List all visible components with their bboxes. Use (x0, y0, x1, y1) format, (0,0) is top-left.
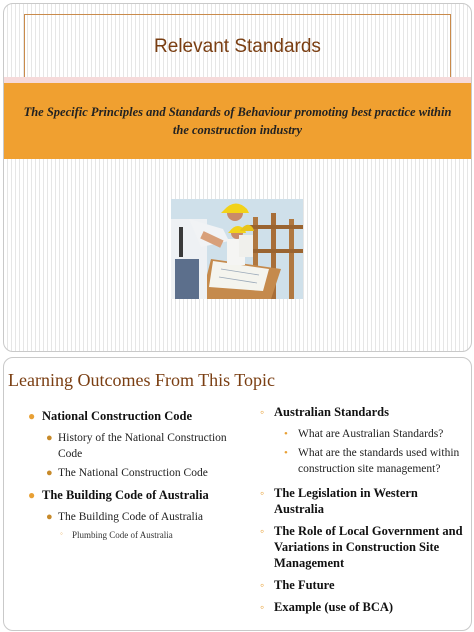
bullet-icon: ◦ (260, 524, 265, 538)
list-item-label: The Building Code of Australia (42, 488, 209, 502)
list-item-label: What are the standards used within construction site management? (298, 447, 460, 475)
list-item-label: The Role of Local Government and Variations in Construction Site Management (274, 524, 463, 570)
list-item (14, 408, 244, 424)
bullet-icon: ◦ (60, 529, 63, 538)
slide-subtitle: The Specific Principles and Standards of Behaviour promoting best practice within the construction industry (23, 105, 452, 137)
list-item (254, 445, 464, 477)
list-item-label: Australian Standards (274, 405, 389, 419)
list-item (14, 487, 244, 503)
slide-title: Relevant Standards (154, 35, 321, 57)
bullet-icon: ◦ (260, 405, 265, 419)
bullet-icon: • (284, 428, 288, 440)
list-item-label: Example (use of BCA) (274, 600, 394, 614)
list-item (14, 528, 244, 542)
right-outcomes-list (254, 404, 464, 621)
bullet-icon: ◦ (260, 600, 265, 614)
list-item (254, 523, 464, 571)
list-item (254, 426, 464, 442)
left-outcomes-list (14, 408, 244, 546)
bullet-icon: ● (46, 467, 53, 479)
list-item-label: The Future (274, 578, 335, 592)
construction-workers-illustration (171, 199, 303, 299)
subtitle-band (4, 83, 471, 159)
learning-outcomes-title: Learning Outcomes From This Topic (8, 370, 276, 390)
list-item (14, 430, 244, 462)
list-item (254, 577, 464, 593)
title-box (24, 14, 451, 79)
slide-2 (3, 357, 472, 631)
construction-workers-photo (171, 199, 303, 299)
list-item (254, 404, 464, 420)
bullet-icon: ● (28, 488, 36, 502)
bullet-icon: ● (46, 432, 53, 444)
bullet-icon: ● (46, 511, 53, 523)
list-item-label: The National Construction Code (58, 467, 208, 479)
list-item-label: The Legislation in Western Australia (274, 486, 418, 516)
list-item (254, 599, 464, 615)
bullet-icon: ◦ (260, 486, 265, 500)
bullet-icon: ◦ (260, 578, 265, 592)
list-item-label: The Building Code of Australia (58, 511, 204, 523)
list-item (14, 509, 244, 525)
list-item-label: National Construction Code (42, 409, 193, 423)
list-item-label: What are Australian Standards? (298, 428, 444, 440)
list-item-label: History of the National Construction Code (58, 432, 227, 460)
list-item (254, 485, 464, 517)
bullet-icon: • (284, 447, 288, 459)
bullet-icon: ● (28, 409, 36, 423)
list-item-label: Plumbing Code of Australia (72, 530, 173, 540)
list-item (14, 465, 244, 481)
slide-1 (3, 3, 472, 352)
